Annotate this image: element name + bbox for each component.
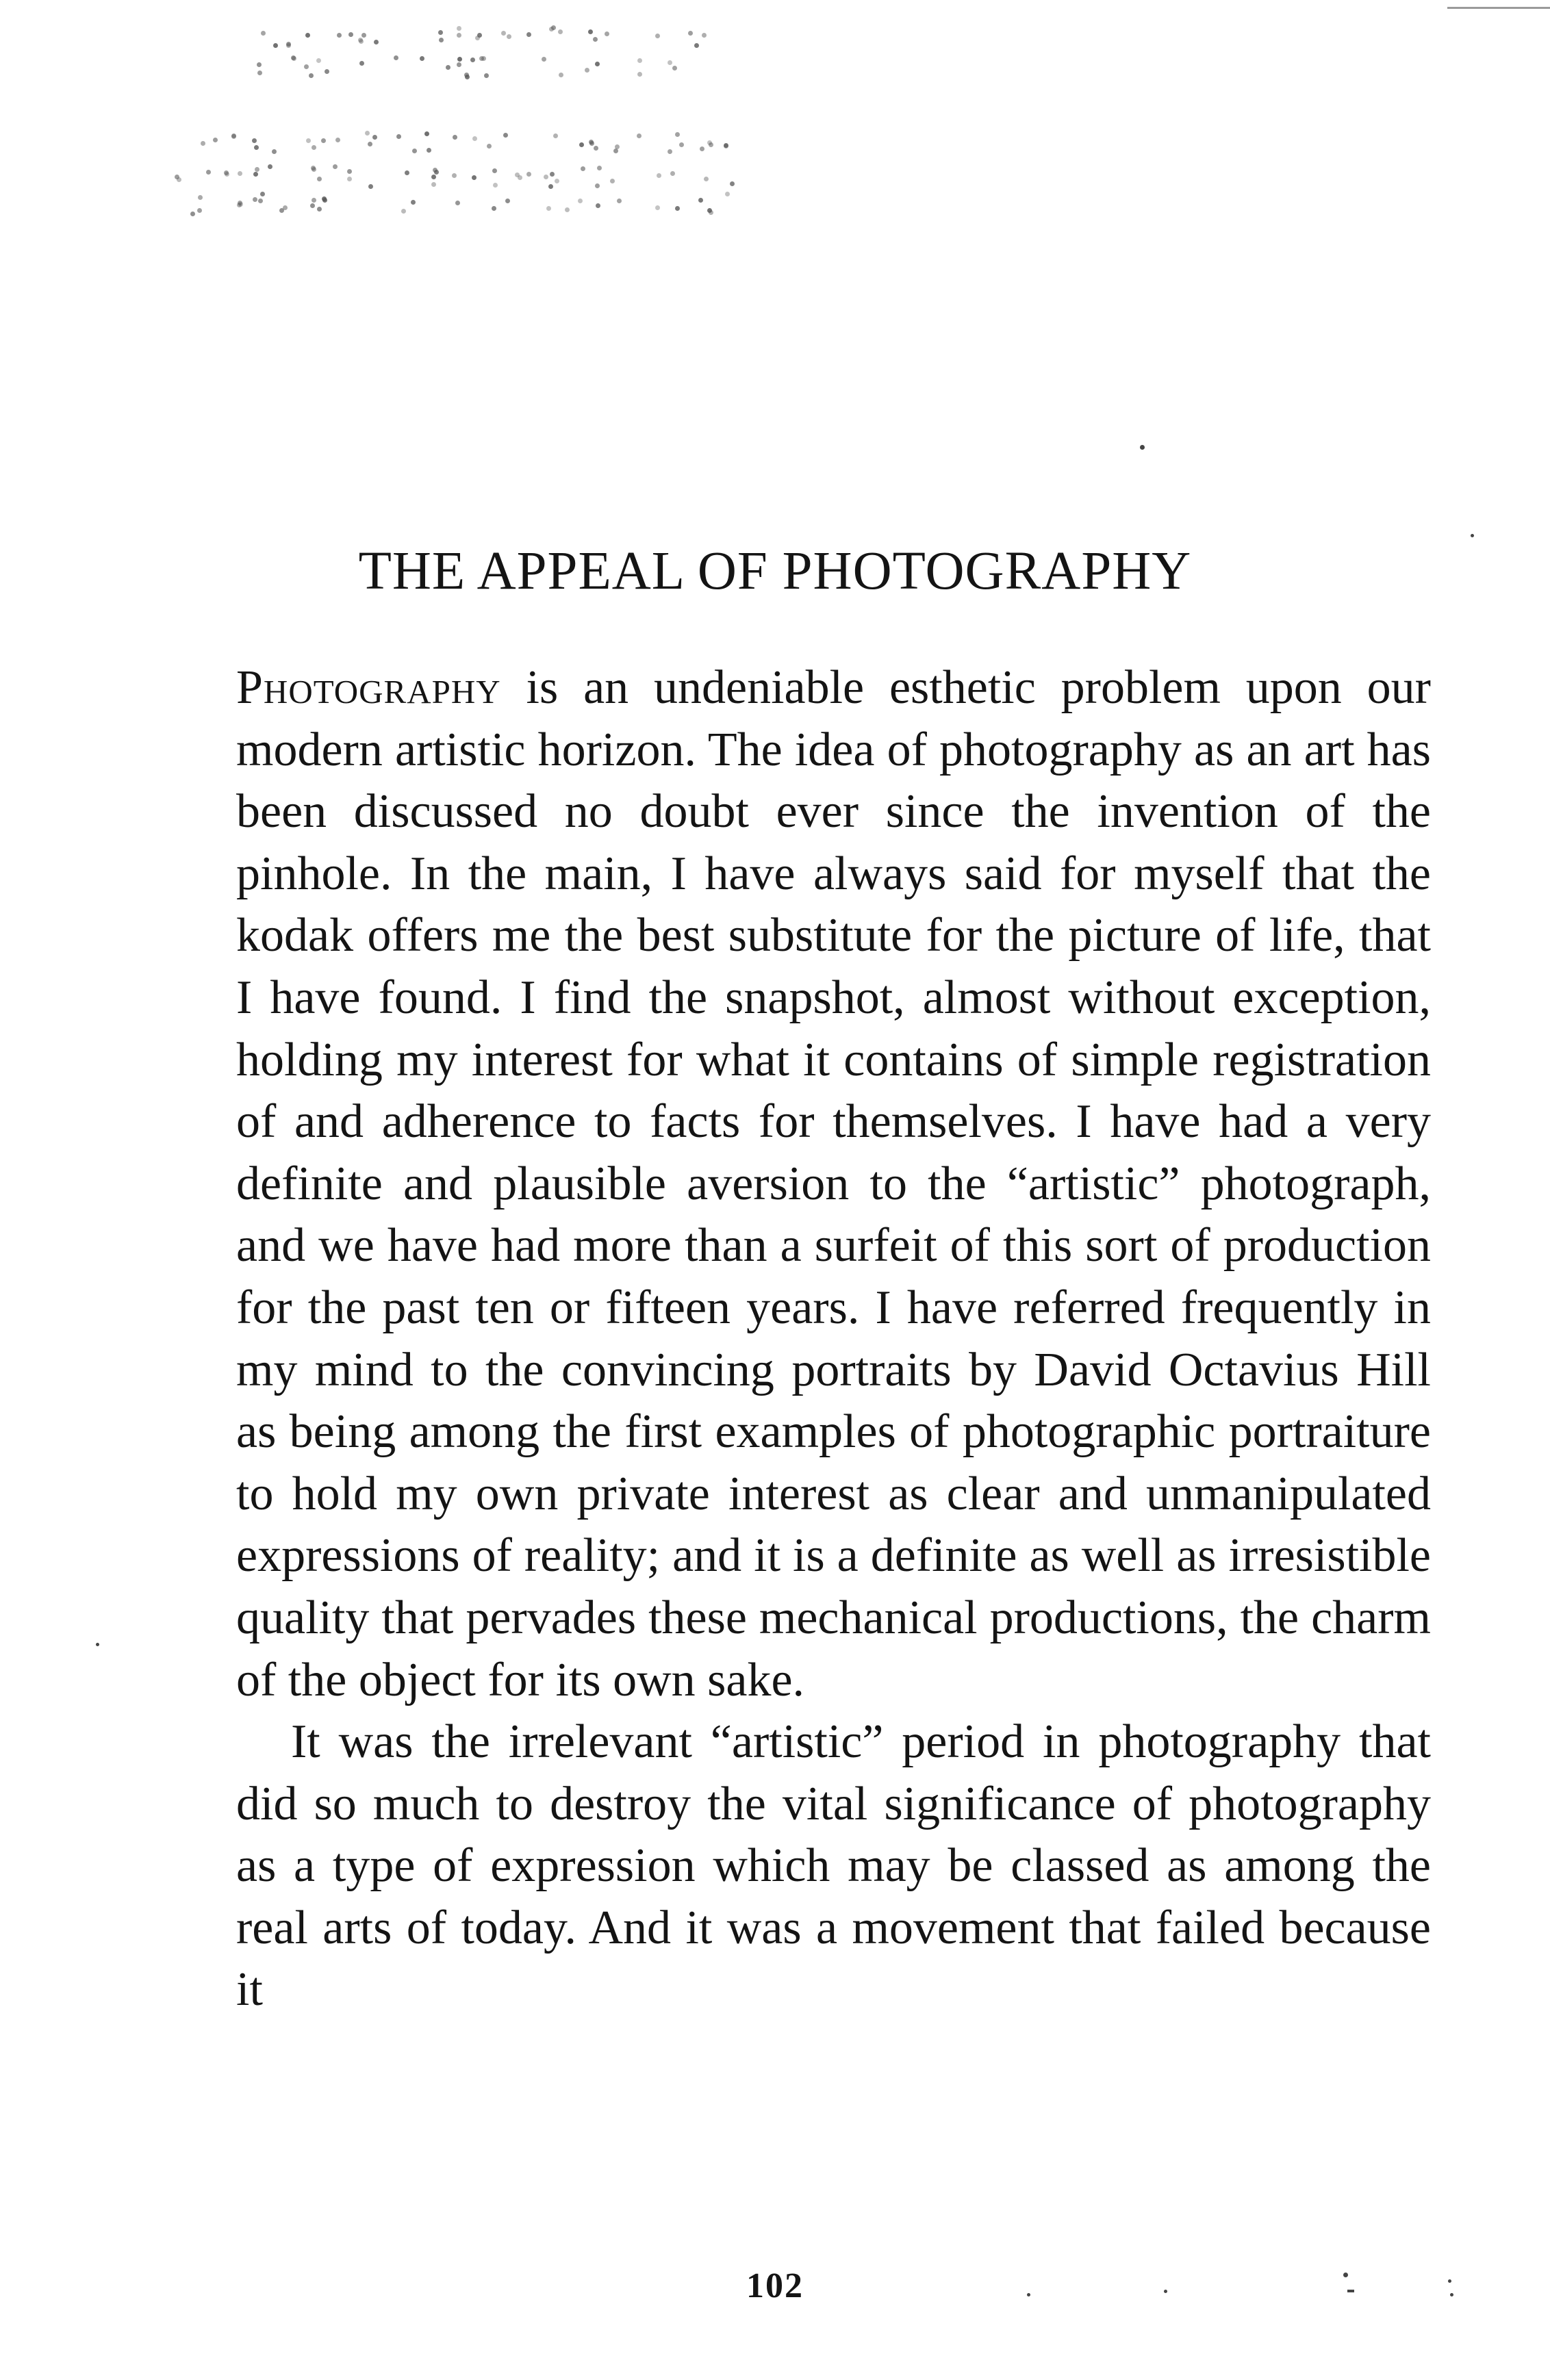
perforation-dot — [610, 179, 615, 183]
print-speck — [1027, 2293, 1030, 2296]
perforation-dot — [197, 208, 202, 213]
perforation-dot — [702, 33, 707, 38]
perforation-dot — [558, 29, 563, 34]
perforation-dot — [672, 66, 677, 71]
perforation-dot — [257, 62, 262, 67]
perforation-dot — [698, 198, 703, 203]
perforation-dot — [213, 138, 218, 142]
perforation-dot — [493, 183, 498, 188]
perforation-dot — [361, 33, 366, 38]
perforation-dot — [637, 58, 642, 63]
perforation-dot — [372, 135, 377, 140]
perforation-dot — [260, 192, 265, 196]
perforation-dot — [283, 205, 288, 210]
perforation-dot — [272, 149, 277, 154]
perforation-dot — [359, 39, 364, 44]
perforation-dot — [549, 27, 554, 31]
perforation-dot — [578, 199, 583, 203]
paragraph-1-text: is an undeniable esthetic problem upon our modern artistic horizon. The idea of photography as an art has been discussed no doubt ever since the invention of the pinhole. In the main, I have always said for myself that the kodak offers me the best substitute for the picture of life, that I have found. I find the snapshot, almost without exception, holding my interest for what it contains of simple registration of and adherence to facts for themselves. I have had a very definite and plausible aversion to the “artistic” photograph, and we have had more than a surfeit of this sort of production for the past ten or fifteen years. I have referred frequently in my mind to the convincing portraits by David Octavius Hill as being among the first examples of photographic portraiture to hold my own private interest as clear and unmanipulated expressions of reality; and it is a definite as well as irresistible quality that pervades these mechanical productions, the charm of the object for its own sake. — [236, 661, 1431, 1706]
perforation-dot — [700, 146, 704, 151]
perforation-dot — [268, 164, 272, 169]
perforation-dot — [252, 138, 257, 143]
perforation-dot — [304, 64, 309, 69]
perforation-dot — [588, 29, 593, 34]
perforation-dot — [581, 166, 585, 171]
perforation-dot — [348, 32, 353, 37]
perforated-library-stamp — [175, 14, 743, 219]
perforation-dot — [617, 199, 622, 203]
perforation-dot — [258, 199, 263, 203]
perforation-dot — [312, 167, 316, 172]
perforation-dot — [261, 31, 266, 36]
perforation-dot — [312, 198, 316, 203]
perforation-dot — [477, 33, 482, 38]
perforation-dot — [231, 134, 236, 139]
perforation-dot — [709, 210, 713, 215]
perforation-dot — [679, 142, 684, 147]
perforation-dot — [597, 166, 602, 170]
perforation-dot — [396, 134, 401, 139]
perforation-dot — [725, 192, 730, 196]
perforation-dot — [694, 43, 699, 48]
perforation-dot — [431, 182, 436, 187]
perforation-dot — [317, 177, 322, 181]
perforation-dot — [615, 144, 620, 149]
perforation-dot — [688, 31, 693, 36]
perforation-dot — [492, 168, 497, 173]
perforation-dot — [546, 206, 551, 211]
perforation-dot — [412, 149, 417, 153]
perforation-dot — [479, 56, 484, 61]
perforation-dot — [675, 132, 680, 137]
perforation-dot — [655, 205, 660, 210]
perforation-dot — [177, 177, 181, 182]
perforation-dot — [411, 200, 416, 205]
print-speck — [96, 1643, 99, 1646]
perforation-dot — [548, 184, 553, 189]
perforation-dot — [455, 201, 460, 205]
perforation-dot — [484, 73, 489, 78]
perforation-dot — [292, 56, 296, 61]
perforation-dot — [518, 175, 522, 180]
perforation-dot — [424, 131, 429, 136]
perforation-dot — [322, 198, 327, 203]
perforation-dot — [595, 183, 600, 188]
perforation-dot — [585, 68, 589, 73]
perforation-dot — [596, 203, 600, 208]
perforation-dot — [253, 197, 257, 202]
body-text — [236, 657, 1431, 2021]
page-title: THE APPEAL OF PHOTOGRAPHY — [358, 541, 1192, 601]
perforation-dot — [434, 170, 439, 175]
perforation-dot — [420, 56, 424, 61]
perforation-dot — [316, 58, 321, 63]
perforation-dot — [438, 30, 443, 35]
perforation-dot — [198, 195, 203, 200]
print-speck — [1140, 445, 1145, 450]
perforation-dot — [427, 148, 431, 153]
print-speck — [1448, 2279, 1451, 2283]
print-speck — [1471, 534, 1474, 537]
perforation-dot — [321, 138, 326, 143]
perforation-dot — [255, 167, 259, 172]
perforation-dot — [457, 26, 461, 31]
perforation-dot — [452, 173, 457, 178]
perforation-dot — [253, 172, 258, 177]
perforation-dot — [605, 31, 609, 36]
perforation-dot — [401, 209, 406, 214]
opening-word: Photography — [236, 661, 501, 714]
page-number: 102 — [746, 2266, 804, 2305]
perforation-dot — [439, 38, 444, 42]
perforation-dot — [724, 144, 728, 149]
perforation-dot — [637, 133, 641, 138]
perforation-dot — [457, 33, 461, 38]
perforation-dot — [368, 142, 372, 146]
perforation-dot — [446, 65, 450, 70]
perforation-dot — [347, 169, 352, 174]
perforation-dot — [368, 184, 373, 189]
perforation-dot — [579, 142, 584, 147]
perforation-dot — [470, 57, 475, 62]
perforation-dot — [670, 171, 675, 176]
perforation-dot — [457, 57, 462, 62]
perforation-dot — [472, 175, 477, 180]
print-speck — [1347, 2290, 1354, 2292]
perforation-dot — [317, 207, 322, 212]
print-speck — [1164, 2290, 1167, 2293]
perforation-dot — [565, 207, 570, 212]
perforation-dot — [201, 141, 205, 146]
perforation-dot — [238, 202, 243, 207]
perforation-dot — [312, 145, 316, 150]
perforation-dot — [542, 57, 546, 62]
perforation-dot — [709, 142, 713, 147]
perforation-dot — [335, 138, 340, 142]
perforation-dot — [526, 32, 531, 37]
perforation-dot — [595, 62, 600, 66]
perforation-dot — [505, 199, 510, 203]
perforation-dot — [305, 33, 310, 38]
perforation-dot — [657, 173, 661, 178]
perforation-dot — [206, 170, 211, 175]
perforation-dot — [730, 181, 735, 186]
perforation-dot — [465, 75, 470, 79]
perforation-dot — [405, 170, 409, 175]
perforation-dot — [492, 206, 496, 211]
perforation-dot — [286, 43, 291, 48]
perforation-dot — [487, 144, 492, 149]
perforation-dot — [668, 149, 672, 154]
perforation-dot — [273, 43, 278, 48]
perforation-dot — [254, 145, 259, 150]
print-speck — [1343, 2273, 1348, 2277]
perforation-dot — [553, 133, 558, 138]
perforation-dot — [453, 135, 457, 140]
perforation-dot — [359, 61, 364, 66]
perforation-dot — [594, 146, 598, 151]
perforation-dot — [675, 206, 680, 211]
perforation-dot — [337, 33, 342, 38]
perforation-dot — [374, 40, 379, 44]
perforation-dot — [309, 73, 314, 78]
perforation-dot — [347, 177, 352, 181]
perforation-dot — [431, 175, 436, 179]
perforation-dot — [526, 172, 531, 177]
perforation-dot — [306, 138, 311, 143]
perforation-dot — [668, 60, 672, 65]
paragraph-2: It was the irrelevant “artistic” period in photography that did so much to destroy the vital significance of photography as a type of expression which may be classed as among the real arts of today. And it was a movement that failed because it — [236, 1715, 1431, 2017]
perforation-dot — [559, 73, 563, 77]
perforation-dot — [507, 34, 511, 39]
perforation-dot — [550, 172, 555, 177]
perforation-dot — [333, 164, 338, 169]
perforation-dot — [655, 34, 660, 38]
print-speck — [1450, 2293, 1453, 2296]
perforation-dot — [637, 72, 642, 77]
perforation-dot — [238, 171, 242, 176]
perforation-dot — [310, 203, 315, 208]
perforation-dot — [593, 37, 598, 42]
perforation-dot — [503, 133, 508, 138]
perforation-dot — [365, 131, 370, 136]
perforation-dot — [225, 172, 229, 177]
perforation-dot — [555, 179, 559, 183]
perforation-dot — [501, 31, 506, 36]
perforation-dot — [589, 141, 594, 146]
perforation-dot — [544, 175, 548, 179]
perforation-dot — [704, 177, 709, 181]
perforation-dot — [257, 71, 262, 75]
perforation-dot — [472, 136, 477, 141]
perforation-dot — [394, 55, 398, 60]
paragraph-1 — [236, 657, 1431, 1711]
perforation-dot — [457, 62, 461, 67]
perforation-dot — [190, 212, 195, 216]
perforation-dot — [613, 149, 618, 153]
top-edge-rule — [1447, 7, 1550, 9]
perforation-dot — [325, 69, 329, 74]
